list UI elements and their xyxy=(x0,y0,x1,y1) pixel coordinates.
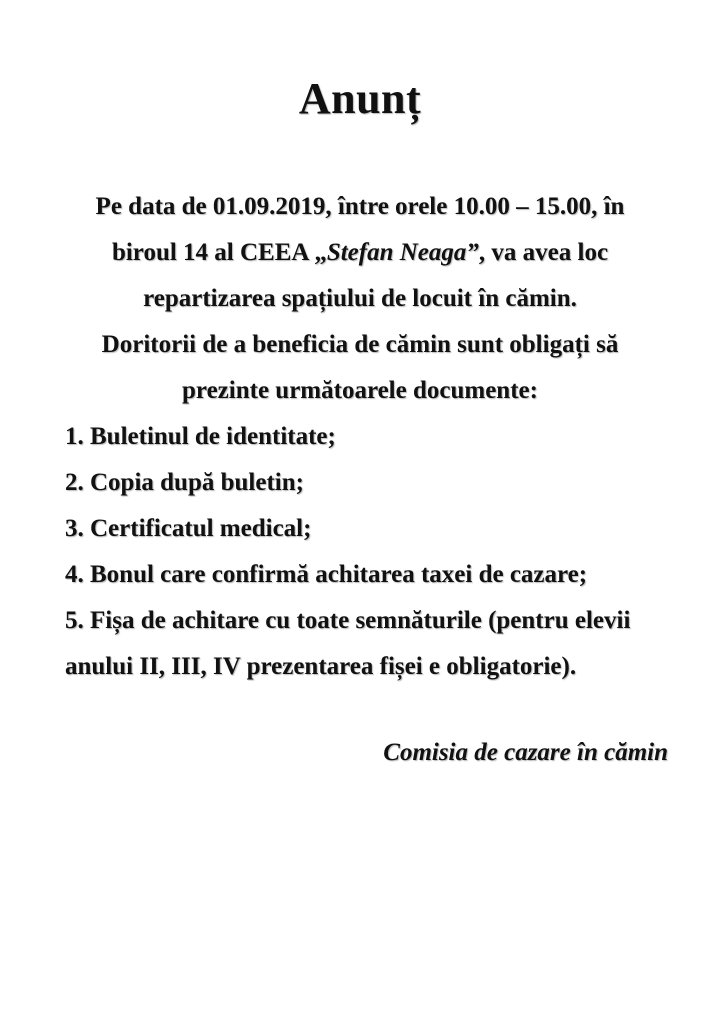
document-title: Anunț xyxy=(298,74,422,123)
intro-line xyxy=(55,230,665,276)
intro-paragraph xyxy=(55,184,665,414)
list-item: 2. Copia după buletin; xyxy=(65,469,304,496)
documents-list xyxy=(65,414,690,690)
intro-line xyxy=(55,276,665,322)
list-item: 1. Buletinul de identitate; xyxy=(65,423,336,450)
intro-line-text: Pe data de 01.09.2019, între orele 10.00 – 15.00, în xyxy=(95,193,625,220)
intro-line-text: Doritorii de a beneficia de cămin sunt obligați să xyxy=(101,331,619,358)
list-item: 4. Bonul care confirmă achitarea taxei de cazare; xyxy=(65,561,588,588)
intro-line-text: prezinte următoarele documente: xyxy=(182,377,538,404)
intro-line xyxy=(55,322,665,368)
list-item-continuation: anului II, III, IV prezentarea fișei e obligatorie). xyxy=(65,653,577,680)
signature: Comisia de cazare în cămin xyxy=(383,739,668,766)
list-item: 3. Certificatul medical; xyxy=(65,515,312,542)
intro-line-text: biroul 14 al CEEA „ xyxy=(111,239,327,266)
intro-line xyxy=(55,184,665,230)
institution-name: Stefan Neaga” xyxy=(326,239,479,266)
intro-line xyxy=(55,368,665,414)
intro-line-text: repartizarea spațiului de locuit în cămin. xyxy=(143,285,577,312)
list-item: 5. Fișa de achitare cu toate semnăturile (pentru elevii xyxy=(65,607,631,634)
intro-line-text: , va avea loc xyxy=(478,239,609,266)
